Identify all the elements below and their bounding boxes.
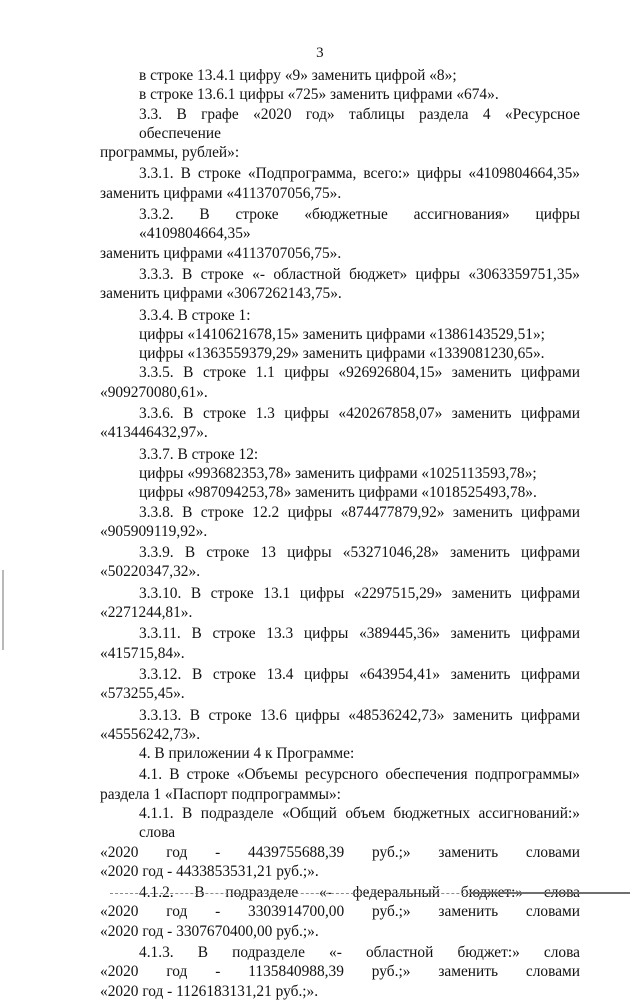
text-line: «413446432,97». bbox=[100, 424, 208, 442]
text-line: 3.3.3. В строке «- областной бюджет» цифры «3063359751,35» bbox=[139, 265, 580, 283]
text-line: «2020 год - 3307670400,00 руб.;». bbox=[100, 922, 319, 940]
text-line: цифры «1410621678,15» заменить цифрами «1386143529,51»; bbox=[139, 325, 545, 343]
text-line: 3.3.4. В строке 1: bbox=[139, 306, 251, 324]
text-line: заменить цифрами «3067262143,75». bbox=[100, 285, 342, 303]
text-line: «2271244,81». bbox=[100, 604, 193, 622]
text-line: 3.3.9. В строке 13 цифры «53271046,28» заменить цифрами bbox=[139, 544, 580, 562]
text-line: «50220347,32». bbox=[100, 563, 201, 581]
text-line: 3.3.8. В строке 12.2 цифры «874477879,92» заменить цифрами bbox=[139, 503, 580, 521]
text-line: «2020 год - 1135840988,39 руб.;» заменить словами bbox=[100, 963, 580, 981]
text-line: 3.3.13. В строке 13.6 цифры «48536242,73» заменить цифрами bbox=[139, 706, 580, 724]
scan-edge-mark bbox=[2, 570, 4, 650]
text-line: 3.3.12. В строке 13.4 цифры «643954,41» заменить цифрами bbox=[139, 665, 580, 683]
text-line: «909270080,61». bbox=[100, 383, 208, 401]
text-line: 3.3.1. В строке «Подпрограмма, всего:» цифры «4109804664,35» bbox=[139, 165, 580, 183]
text-line: 3.3.6. В строке 1.3 цифры «420267858,07» заменить цифрами bbox=[139, 405, 580, 423]
text-line: 3.3.7. В строке 12: bbox=[139, 445, 259, 463]
text-line: 3.3.5. В строке 1.1 цифры «926926804,15» заменить цифрами bbox=[139, 364, 580, 382]
text-line: программы, рублей»: bbox=[100, 144, 240, 162]
text-line: в строке 13.6.1 цифры «725» заменить цифрами «674». bbox=[139, 86, 499, 104]
document-body bbox=[100, 66, 580, 1001]
text-line: цифры «1363559379,29» заменить цифрами «1339081230,65». bbox=[139, 345, 545, 363]
text-line: 3.3. В графе «2020 год» таблицы раздела 4 «Ресурсное обеспечение bbox=[139, 105, 580, 142]
text-line: 4.1.3. В подразделе «- областной бюджет:» слова bbox=[139, 944, 580, 962]
text-line: 4. В приложении 4 к Программе: bbox=[139, 745, 355, 763]
text-line: заменить цифрами «4113707056,75». bbox=[100, 184, 342, 202]
text-line: цифры «987094253,78» заменить цифрами «1018525493,78». bbox=[139, 484, 537, 502]
text-line: 4.1.2. В подразделе «- федеральный бюджет:» слова bbox=[139, 884, 580, 902]
text-line: 3.3.11. В строке 13.3 цифры «389445,36» заменить цифрами bbox=[139, 625, 580, 643]
bottom-scan-line-dark bbox=[470, 892, 630, 894]
text-line: раздела 1 «Паспорт подпрограммы»: bbox=[100, 785, 341, 803]
page-number: 3 bbox=[316, 45, 324, 61]
text-line: заменить цифрами «4113707056,75». bbox=[100, 244, 342, 262]
text-line: «415715,84». bbox=[100, 644, 185, 662]
text-line: 3.3.10. В строке 13.1 цифры «2297515,29» заменить цифрами bbox=[139, 584, 580, 602]
text-line: «573255,45». bbox=[100, 685, 185, 703]
text-line: «2020 год - 4439755688,39 руб.;» заменить словами bbox=[100, 843, 580, 861]
text-line: цифры «993682353,78» заменить цифрами «1025113593,78»; bbox=[139, 464, 537, 482]
text-line: в строке 13.4.1 цифру «9» заменить цифрой «8»; bbox=[139, 67, 457, 84]
text-line: 3.3.2. В строке «бюджетные ассигнования» цифры «4109804664,35» bbox=[139, 206, 580, 243]
text-line: «2020 год - 3303914700,00 руб.;» заменить словами bbox=[100, 903, 580, 921]
text-line: 4.1.1. В подразделе «Общий объем бюджетных ассигнований:» слова bbox=[139, 804, 580, 842]
text-line: «2020 год - 4433853531,21 руб.;». bbox=[100, 862, 319, 880]
text-line: 4.1. В строке «Объемы ресурсного обеспечения подпрограммы» bbox=[139, 766, 580, 784]
text-line: «45556242,73». bbox=[100, 725, 201, 743]
text-line: «2020 год - 1126183131,21 руб.;». bbox=[100, 982, 319, 1000]
text-line: «905909119,92». bbox=[100, 522, 208, 540]
